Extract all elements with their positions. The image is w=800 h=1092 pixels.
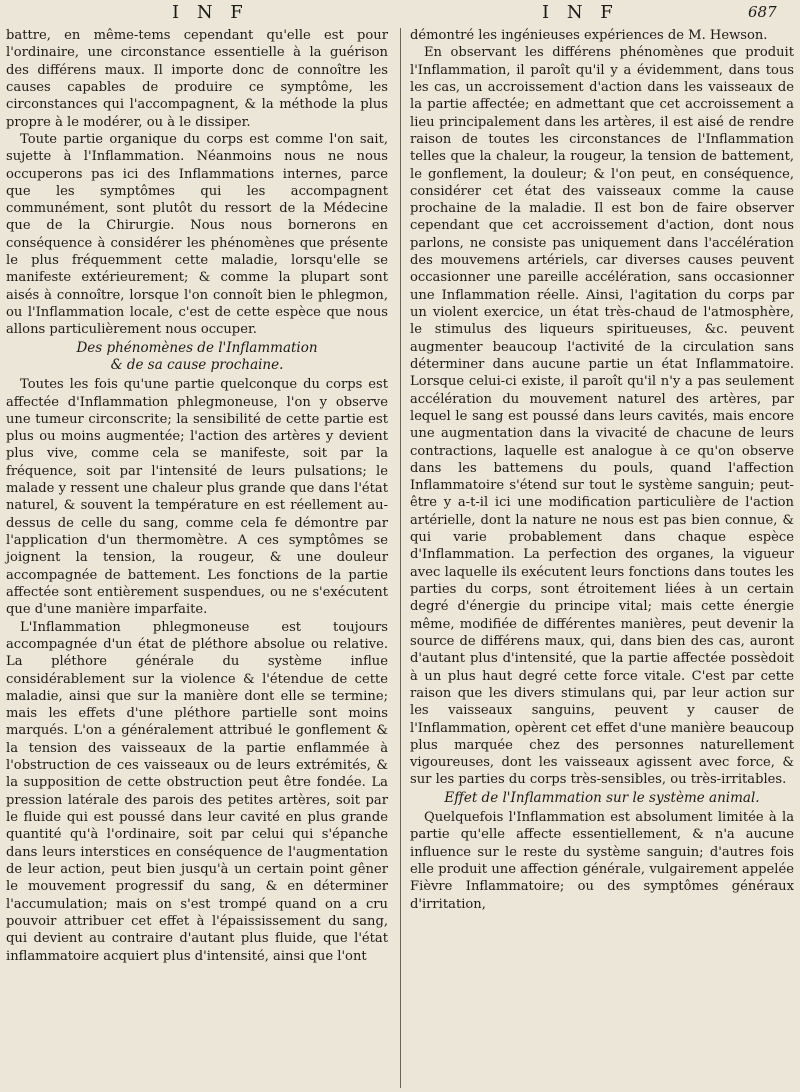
paragraph: Toute partie organique du corps est comme l'on sait, sujette à l'Inflammation. Néanmoins nous ne nous occuperons pas ici des Inflammations internes, parce que les symptômes qui les accompagnent communément, sont plutôt du ressort de la Médecine que de la Chirurgie. Nous nous bornerons en conséquence à considérer les phénomènes que présente le plus fréquemment cette maladie, lorsqu'elle se manifeste extérieurement; & comme la plupart sont aisés à connoître, lorsque l'on connoît bien le phlegmon, ou l'Inflammation locale, c'est de cette espèce que nous allons particulièrement nous occuper.	[6, 131, 388, 338]
paragraph: L'Inflammation phlegmoneuse est toujours accompagnée d'un état de pléthore absolue ou relative. La pléthore générale du système influe considérablement sur la violence & l'étendue de cette maladie, ainsi que sur la manière dont elle se termine; mais les effets d'une pléthore partielle sont moins marqués. L'on a généralement attribué le gonflement & la tension des vaisseaux de la partie enflammée à l'obstruction de ces vaisseaux ou de leurs extrémités, & la supposition de cette obstruction peut être fondée. La pression latérale des parois des petites artères, soit par le fluide qui est poussé dans leur cavité en plus grande quantité qu'à l'ordinaire, soit par celui qui s'épanche dans leurs interstices en conséquence de l'augmentation de leur action, peut bien jusqu'à un certain point gêner le mouvement progressif du sang, & en déterminer l'accumulation; mais on s'est trompé quand on a cru pouvoir attribuer cet effet à l'épaississement du sang, qui devient au contraire d'autant plus fluide, que l'état inflammatoire acquiert plus d'intensité, ainsi que l'ont	[6, 619, 388, 964]
paragraph: En observant les différens phénomènes que produit l'Inflammation, il paroît qu'il y a évidemment, dans tous les cas, un accroissement d'action dans les vaisseaux de la partie affectée; en admettant que cet accroissement a lieu principalement dans les artères, il est aisé de rendre raison de toutes les circonstances de l'Inflammation telles que la chaleur, la rougeur, la tension de battement, le gonflement, la douleur; & l'on peut, en conséquence, considérer cet état des vaisseaux comme la cause prochaine de la maladie. Il est bon de faire observer cependant que cet accroissement d'action, dont nous parlons, ne consiste pas uniquement dans l'accélération des mouvemens artériels, car diverses causes peuvent occasionner une pareille accélération, sans occasionner une Inflammation réelle. Ainsi, l'agitation du corps par un violent exercice, un état très-chaud de l'atmosphère, le stimulus des liqueurs spiritueuses, &c. peuvent augmenter beaucoup l'activité de la circulation sans déterminer dans aucune partie un état Inflammatoire. Lorsque celui-ci existe, il paroît qu'il n'y a pas seulement accélération du mouvement naturel des artères, par lequel le sang est poussé dans leurs cavités, mais encore une augmentation dans la vivacité de chacune de leurs contractions, laquelle est analogue à ce qu'on observe dans les battemens du pouls, quand l'affection Inflammatoire s'étend sur tout le système sanguin; peut-être y a-t-il ici une modification particulière de l'action artérielle, dont la nature ne nous est pas bien connue, & qui varie probablement dans chaque espèce d'Inflammation. La perfection des organes, la vigueur avec laquelle ils exécutent leurs fonctions dans toutes les parties du corps, sont étroitement liées à un certain degré d'énergie du principe vital; mais cette énergie même, modifiée de différentes manières, peut devenir la source de différens maux, qui, dans bien des cas, auront d'autant plus d'intensité, que la partie affectée possèdoit à un plus haut degré cette force vitale. C'est par cette raison que les divers stimulans qui, par leur action sur les vaisseaux sanguins, peuvent y causer de l'Inflammation, opèrent cet effet d'une manière beaucoup plus marquée chez des personnes naturellement vigoureuses, dont les vaisseaux agissent avec force, & sur les parties du corps très-sensibles, ou très-irritables.	[410, 45, 794, 788]
paragraph: démontré les ingénieuses expériences de M. Hewson.	[410, 28, 768, 43]
section-heading	[6, 340, 388, 375]
column-divider	[400, 28, 401, 1088]
paragraph: Quelquefois l'Inflammation est absolument limitée à la partie qu'elle affecte essentiellement, & n'a aucune influence sur le reste du système sanguin; d'autres fois elle produit une affection générale, vulgairement appelée Fièvre Inflammatoire; ou des symptômes généraux d'irritation,	[410, 810, 794, 912]
running-head-left: I N F	[172, 2, 249, 23]
section-heading: Effet de l'Inflammation sur le système animal.	[444, 789, 760, 806]
paragraph: battre, en même-tems cependant qu'elle est pour l'ordinaire, une circonstance essentielle à la guérison des différens maux. Il importe donc de connoître les causes capables de produire ce symptôme, les circonstances qui l'accompagnent, & la méthode la plus propre à le modérer, ou à le dissiper.	[6, 28, 388, 130]
page-number: 687	[748, 3, 777, 21]
section-heading-line: Des phénomènes de l'Inflammation	[76, 339, 318, 356]
running-header	[0, 2, 800, 28]
paragraph: Toutes les fois qu'une partie quelconque du corps est affectée d'Inflammation phlegmoneuse, l'on y observe une tumeur circonscrite; la sensibilité de cette partie est plus ou moins augmentée; l'action des artères y devient plus vive, comme cela se manifeste, soit par la fréquence, soit par l'intensité de leurs pulsations; le malade y ressent une chaleur plus grande que dans l'état naturel, & souvent la température en est réellement au-dessus de celle du sang, comme cela fe démontre par l'application d'un thermomètre. A ces symptômes se joignent la tension, la rougeur, & une douleur accompagnée de battement. Les fonctions de la partie affectée sont entièrement suspendues, ou ne s'exécutent que d'une manière imparfaite.	[6, 377, 388, 618]
left-column	[6, 27, 388, 965]
running-head-right: I N F	[542, 2, 619, 23]
section-heading-line: & de sa cause prochaine.	[110, 356, 284, 373]
right-column	[410, 27, 794, 913]
